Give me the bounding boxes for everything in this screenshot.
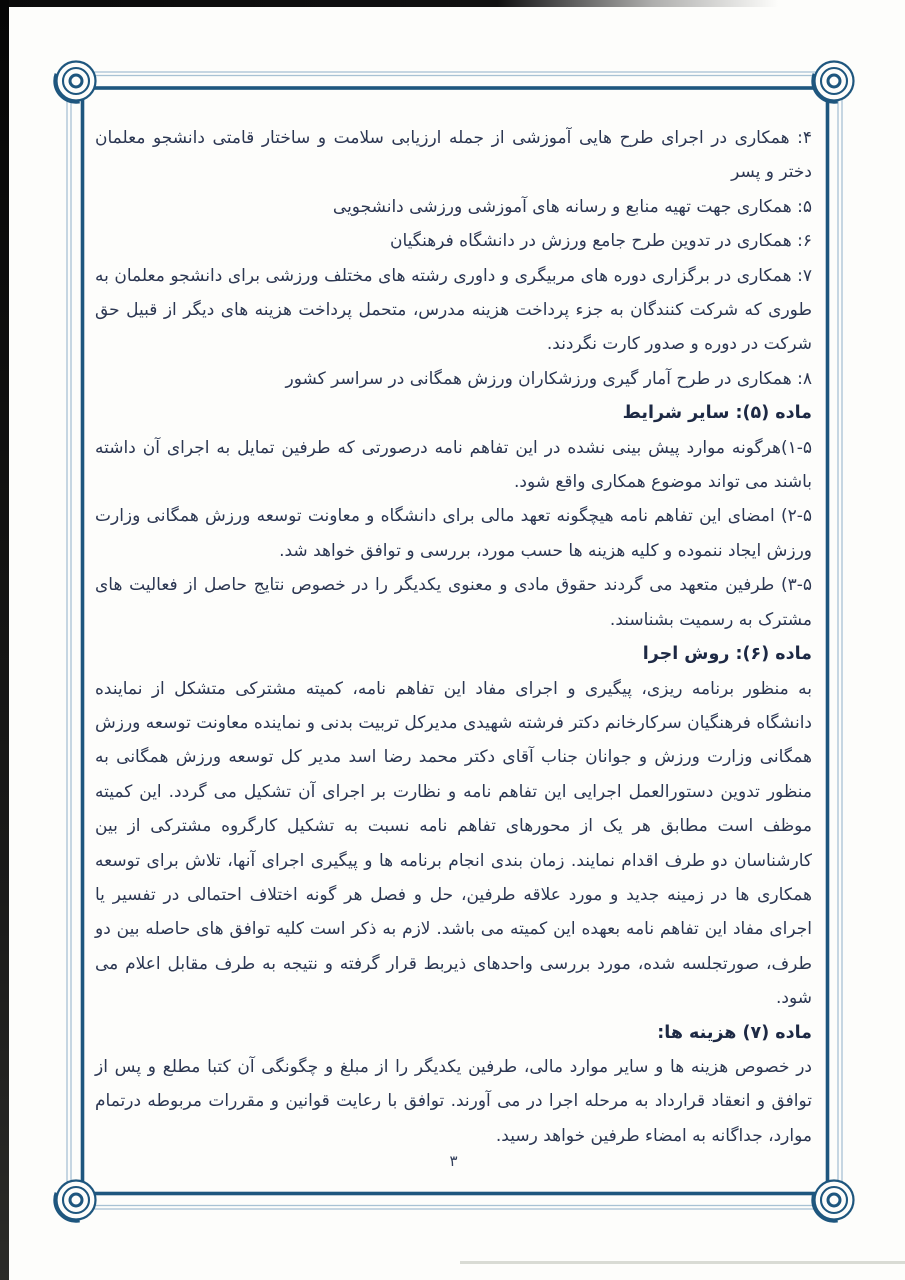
page-number: ۳ bbox=[449, 1152, 458, 1170]
scan-smudge-bottom bbox=[460, 1261, 905, 1264]
corner-rosette-top-right-icon bbox=[813, 60, 856, 103]
clause-6-paragraph: ۶: همکاری در تدوین طرح جامع ورزش در دانشگاه فرهنگیان bbox=[389, 231, 812, 252]
article-7-body-paragraph: در خصوص هزینه ها و سایر موارد مالی، طرفین یکدیگر را از مبلغ و چگونگی آن کتبا مطلع و پس از توافق و انعقاد قرارداد به مرحله اجرا در می آورند. توافق با رعایت قوانین و مقررات مربوطه درتمام موارد، جداگانه به امضاء طرفین خواهد رسید. bbox=[95, 1056, 812, 1146]
article-6-body-paragraph: به منظور برنامه ریزی، پیگیری و اجرای مفاد این تفاهم نامه، کمیته مشترکی متشکل از نماینده دانشگاه فرهنگیان سرکارخانم دکتر فرشته شهیدی مدیرکل تربیت بدنی و نماینده معاونت توسعه ورزش همگانی وزارت ورزش و جوانان جناب آقای دکتر محمد رضا اسد مدیر کل توسعه ورزش همگانی به منظور تدوین دستورالعمل اجرایی این تفاهم نامه و نظارت بر اجرای آن تشکیل می گردد. این کمیته موظف است مطابق هر یک از محورهای تفاهم نامه نسبت به تشکیل کارگروه مشترکی از بین کارشناسان دو طرف اقدام نمایند. زمان بندی انجام برنامه ها و پیگیری اجرای آنها، تلاش برای توسعه همکاری ها در زمینه جدید و مورد علاقه طرفین، حل و فصل هر گونه اختلاف احتمالی در تفسیر یا اجرای مفاد این تفاهم نامه بعهده این کمیته می باشد. لازم به ذکر است کلیه توافق های حاصله بین دو طرف، صورتجلسه شده، مورد بررسی واحدهای ذیربط قرار گرفته و نتیجه به طرف مقابل اعلام می شود. bbox=[95, 678, 812, 1009]
scan-edge-left bbox=[0, 0, 9, 1280]
clause-5-3-paragraph: ۳-۵) طرفین متعهد می گردند حقوق مادی و معنوی یکدیگر را در خصوص نتایج حاصل از فعالیت های مشترک به رسمیت بشناسند. bbox=[95, 575, 812, 630]
clause-5-1-paragraph: ۱-۵)هرگونه موارد پیش بینی نشده در این تفاهم نامه درصورتی که طرفین تمایل به اجرای آن داشته باشند می تواند موضوع همکاری واقع شود. bbox=[95, 437, 812, 493]
corner-rosette-bottom-left-icon bbox=[55, 1179, 98, 1222]
corner-rosette-top-left-icon bbox=[55, 60, 98, 103]
article-6-heading: ماده (۶): روش اجرا bbox=[642, 644, 812, 665]
corner-rosette-bottom-right-icon bbox=[813, 1179, 856, 1222]
clause-7-paragraph: ۷: همکاری در برگزاری دوره های مربیگری و داوری رشته های مختلف ورزشی برای دانشجو معلمان به طوری که شرکت کنندگان به جزء پرداخت هزینه مدرس، متحمل پرداخت هزینه های دیگر از قبیل حق شرکت در دوره و صدور کارت نگردند. bbox=[95, 265, 812, 355]
article-7-heading: ماده (۷) هزینه ها: bbox=[657, 1022, 812, 1043]
clause-8-paragraph: ۸: همکاری در طرح آمار گیری ورزشکاران ورزش همگانی در سراسر کشور bbox=[285, 368, 812, 389]
clause-5-2-paragraph: ۲-۵) امضای این تفاهم نامه هیچگونه تعهد مالی برای دانشگاه و معاونت توسعه ورزش همگانی وزارت ورزش ایجاد ننموده و کلیه هزینه ها حسب مورد، بررسی و توافق خواهد شد. bbox=[95, 506, 812, 561]
scan-edge-top bbox=[0, 0, 905, 7]
clause-5-paragraph: ۵: همکاری جهت تهیه منابع و رسانه های آموزشی ورزشی دانشجویی bbox=[332, 196, 812, 217]
article-5-heading: ماده (۵): سایر شرایط bbox=[622, 403, 812, 424]
document-text-block bbox=[95, 121, 812, 1153]
clause-4-paragraph: ۴: همکاری در اجرای طرح هایی آموزشی از جمله ارزیابی سلامت و ساختار قامتی دانشجو معلمان دختر و پسر bbox=[95, 128, 812, 183]
